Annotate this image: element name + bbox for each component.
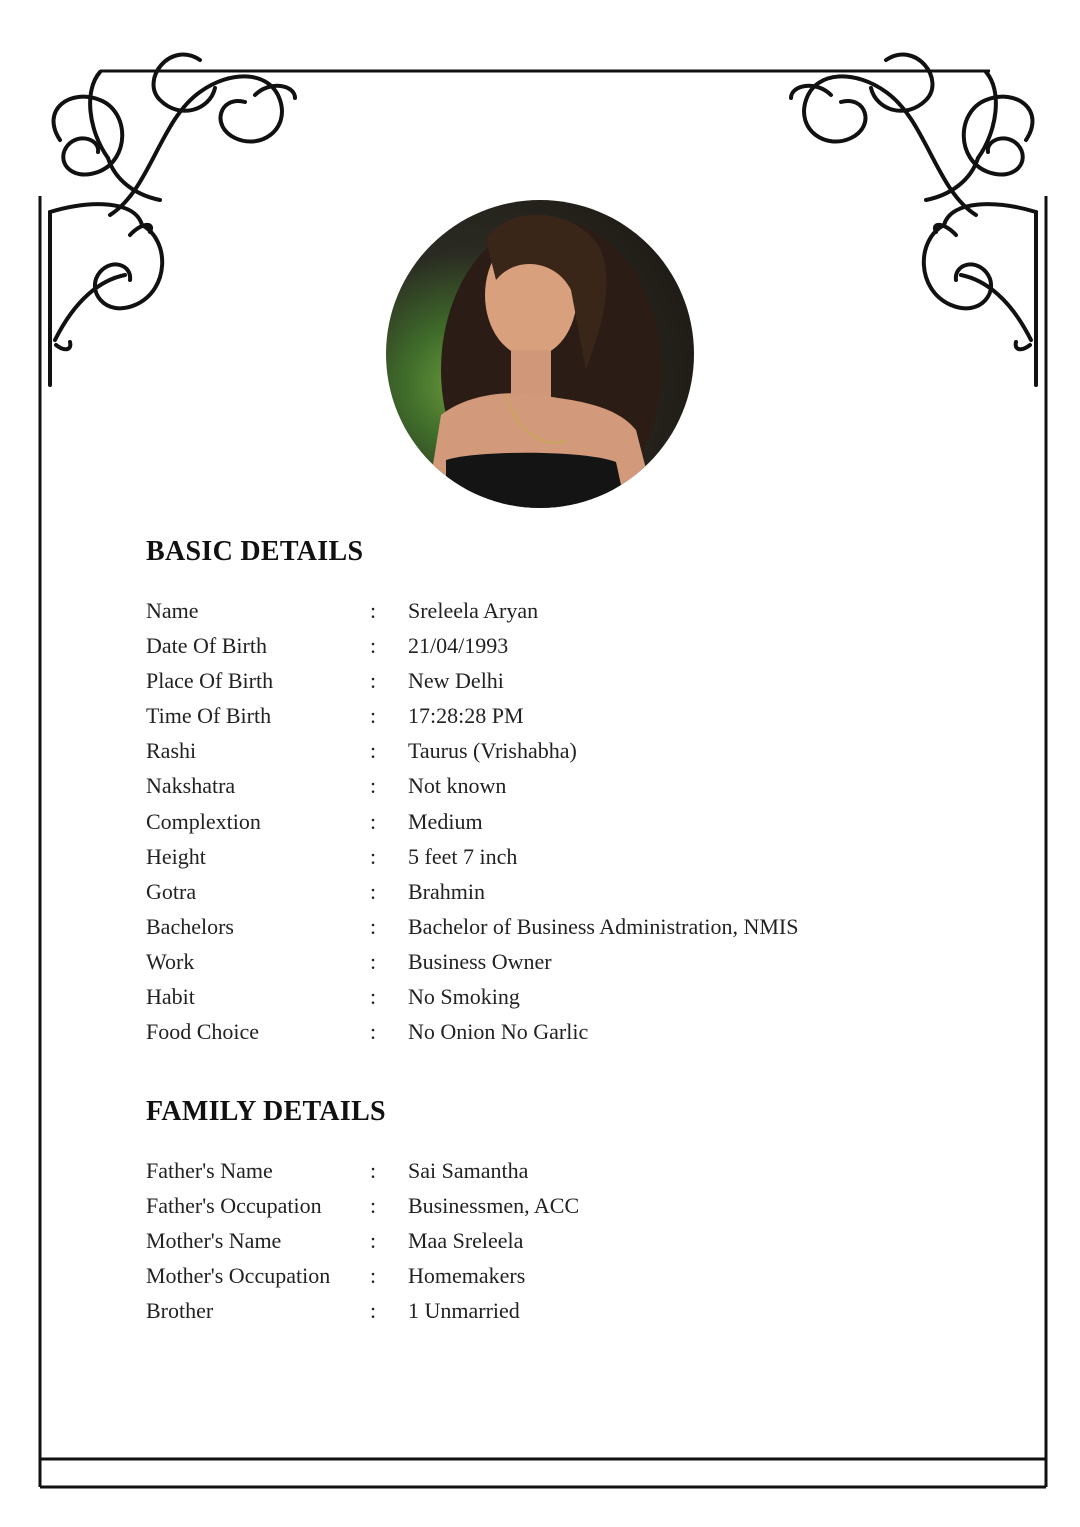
detail-separator: : [370, 1298, 377, 1324]
detail-label: Father's Name [146, 1158, 273, 1183]
basic-details-list [146, 596, 946, 1052]
detail-separator: : [370, 738, 377, 764]
detail-label: Complextion [146, 808, 261, 834]
detail-value: Bachelor of Business Administration, NMIS [408, 913, 799, 939]
detail-separator: : [370, 808, 377, 834]
profile-photo [386, 200, 694, 508]
detail-label: Gotra [146, 878, 197, 904]
detail-row [146, 631, 946, 666]
detail-row [146, 1296, 946, 1331]
detail-separator: : [370, 1263, 377, 1289]
detail-label: Father's Occupation [146, 1193, 322, 1219]
detail-value: No Onion No Garlic [408, 1019, 589, 1045]
detail-value: Businessmen, ACC [408, 1193, 580, 1219]
detail-row [146, 877, 946, 912]
detail-separator: : [370, 878, 377, 904]
detail-label: Habit [146, 984, 195, 1010]
detail-value: Sai Samantha [408, 1158, 529, 1183]
detail-separator: : [370, 598, 377, 623]
detail-row [146, 912, 946, 947]
detail-row [146, 666, 946, 701]
detail-row [146, 771, 946, 806]
ornament-corner-left-icon [50, 55, 295, 385]
detail-value: Not known [408, 773, 507, 799]
detail-label: Rashi [146, 738, 197, 764]
detail-label: Mother's Occupation [146, 1263, 331, 1289]
detail-label: Name [146, 598, 199, 623]
detail-separator: : [370, 984, 377, 1010]
detail-separator: : [370, 843, 377, 869]
detail-label: Food Choice [146, 1019, 260, 1045]
detail-value: 5 feet 7 inch [408, 843, 518, 869]
detail-row [146, 596, 946, 631]
detail-row [146, 1261, 946, 1296]
detail-label: Bachelors [146, 913, 234, 939]
detail-separator: : [370, 773, 377, 799]
detail-value: Homemakers [408, 1263, 526, 1289]
detail-value: 17:28:28 PM [408, 703, 524, 729]
detail-separator: : [370, 703, 377, 729]
detail-separator: : [370, 1228, 377, 1254]
detail-value: Business Owner [408, 948, 552, 974]
detail-separator: : [370, 668, 377, 694]
detail-label: Brother [146, 1298, 214, 1324]
detail-row [146, 1017, 946, 1052]
detail-label: Nakshatra [146, 773, 236, 799]
detail-separator: : [370, 1019, 377, 1045]
detail-value: 1 Unmarried [408, 1298, 520, 1324]
detail-value: Sreleela Aryan [408, 598, 539, 623]
family-details-heading: FAMILY DETAILS [146, 1096, 386, 1127]
detail-row [146, 1191, 946, 1226]
detail-row [146, 736, 946, 771]
detail-separator: : [370, 1158, 377, 1183]
detail-separator: : [370, 913, 377, 939]
detail-label: Date Of Birth [146, 633, 267, 659]
detail-row [146, 982, 946, 1017]
detail-value: No Smoking [408, 984, 520, 1010]
detail-separator: : [370, 948, 377, 974]
detail-row [146, 1156, 946, 1191]
detail-row [146, 807, 946, 842]
detail-label: Height [146, 843, 206, 869]
detail-label: Time Of Birth [146, 703, 272, 729]
detail-row [146, 701, 946, 736]
detail-row [146, 1226, 946, 1261]
portrait-illustration [386, 200, 694, 508]
basic-details-heading: BASIC DETAILS [146, 536, 364, 567]
detail-value: Maa Sreleela [408, 1228, 524, 1254]
detail-value: Brahmin [408, 878, 485, 904]
detail-row [146, 842, 946, 877]
detail-value: Taurus (Vrishabha) [408, 738, 577, 764]
ornament-corner-right-icon [791, 55, 1036, 385]
detail-separator: : [370, 1193, 377, 1219]
detail-row [146, 947, 946, 982]
detail-separator: : [370, 633, 377, 659]
detail-label: Mother's Name [146, 1228, 282, 1254]
family-details-list [146, 1156, 946, 1331]
detail-value: New Delhi [408, 668, 504, 694]
detail-label: Work [146, 948, 195, 974]
detail-value: Medium [408, 808, 483, 834]
detail-value: 21/04/1993 [408, 633, 509, 659]
detail-label: Place Of Birth [146, 668, 274, 694]
